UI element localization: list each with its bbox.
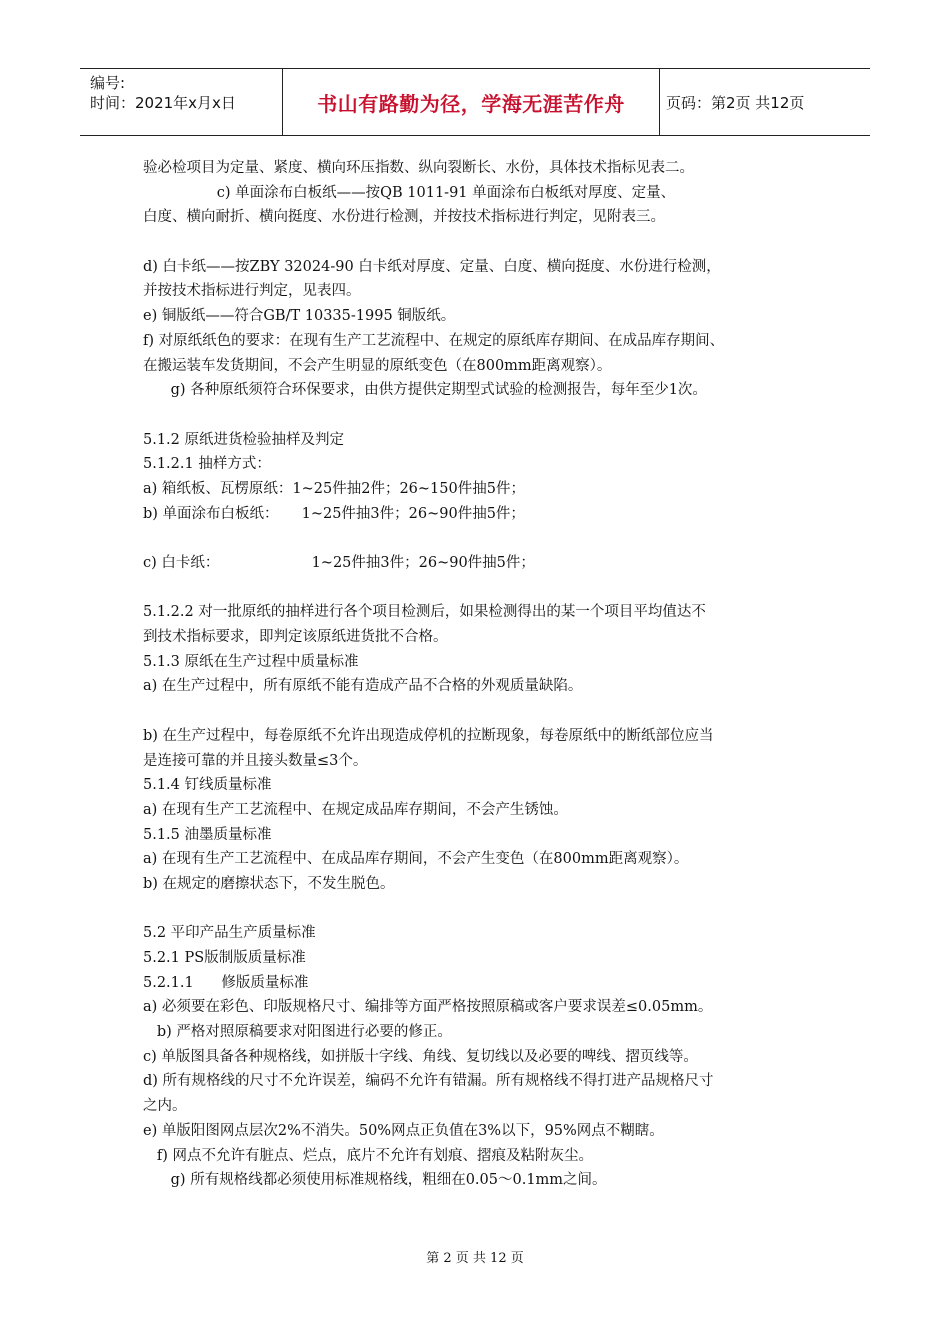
text-line: 之内。 <box>143 1098 187 1115</box>
text-line: 5.1.3 原纸在生产过程中质量标准 <box>143 653 359 670</box>
text-line: g) 各种原纸须符合环保要求，由供方提供定期型式试验的检测报告，每年至少1次。 <box>143 382 707 399</box>
text-line: a) 必须要在彩色、印版规格尺寸、编排等方面严格按照原稿或客户要求误差≤0.05mm。 <box>143 999 713 1016</box>
text-line: 5.1.2.2 对一批原纸的抽样进行各个项目检测后，如果检测得出的某一个项目平均值达不 <box>143 604 706 621</box>
document-body <box>143 156 815 1193</box>
text-line: c) 白卡纸： 1~25件抽3件；26~90件抽5件； <box>143 555 535 571</box>
text-line: a) 在生产过程中，所有原纸不能有造成产品不合格的外观质量缺陷。 <box>143 678 583 695</box>
text-line: e) 单版阳图网点层次2%不消失。50%网点正负值在3%以下，95%网点不糊瞎。 <box>143 1122 664 1139</box>
page-label: 页码：第2页 共12页 <box>666 93 805 112</box>
text-line: 5.1.4 钉线质量标准 <box>143 777 272 794</box>
text-line: a) 在现有生产工艺流程中、在规定成品库存期间，不会产生锈蚀。 <box>143 801 568 818</box>
text-line: 5.1.5 油墨质量标准 <box>143 826 272 843</box>
text-line: 白度、横向耐折、横向挺度、水份进行检测，并按技术指标进行判定，见附表三。 <box>143 209 665 226</box>
blank-line <box>143 403 815 428</box>
text-line: 5.1.2.1 抽样方式： <box>143 456 271 473</box>
text-line: a) 箱纸板、瓦楞原纸：1~25件抽2件；26~150件抽5件； <box>143 480 525 497</box>
text-line: 5.2.1 PS版制版质量标准 <box>143 950 306 966</box>
text-line: a) 在现有生产工艺流程中、在成品库存期间，不会产生变色（在800mm距离观察）。 <box>143 851 689 868</box>
text-line: d) 白卡纸——按ZBY 32024-90 白卡纸对厚度、定量、白度、横向挺度、水份进行检测， <box>143 258 721 275</box>
blank-line <box>143 699 815 724</box>
text-line: 5.1.2 原纸进货检验抽样及判定 <box>143 431 345 448</box>
text-line: 并按技术指标进行判定，见表四。 <box>143 283 361 300</box>
header-motto-cell <box>283 69 660 135</box>
text-line: 是连接可靠的并且接头数量≤3个。 <box>143 752 368 769</box>
blank-line <box>143 526 815 551</box>
text-line: b) 单面涂布白板纸： 1~25件抽3件；26~90件抽5件； <box>143 505 525 522</box>
text-line: c) 单版图具备各种规格线，如拼版十字线、角线、复切线以及必要的啤线、摺页线等。 <box>143 1048 698 1065</box>
text-line: b) 在生产过程中，每卷原纸不允许出现造成停机的拉断现象，每卷原纸中的断纸部位应当 <box>143 727 714 744</box>
blank-line <box>143 576 815 601</box>
header-meta <box>80 69 283 135</box>
number-label: 编号: <box>90 74 126 92</box>
blank-line <box>143 230 815 255</box>
text-line: e) 铜版纸——符合GB/T 10335-1995 铜版纸。 <box>143 308 456 325</box>
blank-line <box>143 897 815 922</box>
text-line: 5.2 平印产品生产质量标准 <box>143 925 316 942</box>
text-line: f) 网点不允许有脏点、烂点，底片不允许有划痕、摺痕及粘附灰尘。 <box>143 1147 593 1164</box>
page-footer: 第 2 页 共 12 页 <box>426 1251 524 1266</box>
text-line: f) 对原纸纸色的要求：在现有生产工艺流程中、在规定的原纸库存期间、在成品库存期间、 <box>143 332 725 349</box>
text-line: g) 所有规格线都必须使用标准规格线，粗细在0.05～0.1mm之间。 <box>143 1172 607 1189</box>
text-line: 验必检项目为定量、紧度、横向环压指数、纵向裂断长、水份，具体技术指标见表二。 <box>143 160 694 176</box>
text-line: b) 在规定的磨擦状态下，不发生脱色。 <box>143 875 395 892</box>
text-line: 在搬运装车发货期间，不会产生明显的原纸变色（在800mm距离观察）。 <box>143 357 612 374</box>
text-line: 到技术指标要求，即判定该原纸进货批不合格。 <box>143 629 448 646</box>
text-line: b) 严格对照原稿要求对阳图进行必要的修正。 <box>143 1024 452 1041</box>
text-line: c) 单面涂布白板纸——按QB 1011-91 单面涂布白板纸对厚度、定量、 <box>143 184 676 201</box>
motto-text: 书山有路勤为径，学海无涯苦作舟 <box>317 91 625 116</box>
text-line: d) 所有规格线的尺寸不允许误差，编码不允许有错漏。所有规格线不得打进产品规格尺寸 <box>143 1073 714 1090</box>
text-line: 5.2.1.1 修版质量标准 <box>143 974 309 991</box>
time-label: 时间：2021年x月x日 <box>90 94 236 112</box>
page-header <box>80 68 870 136</box>
header-page-cell <box>660 69 870 135</box>
